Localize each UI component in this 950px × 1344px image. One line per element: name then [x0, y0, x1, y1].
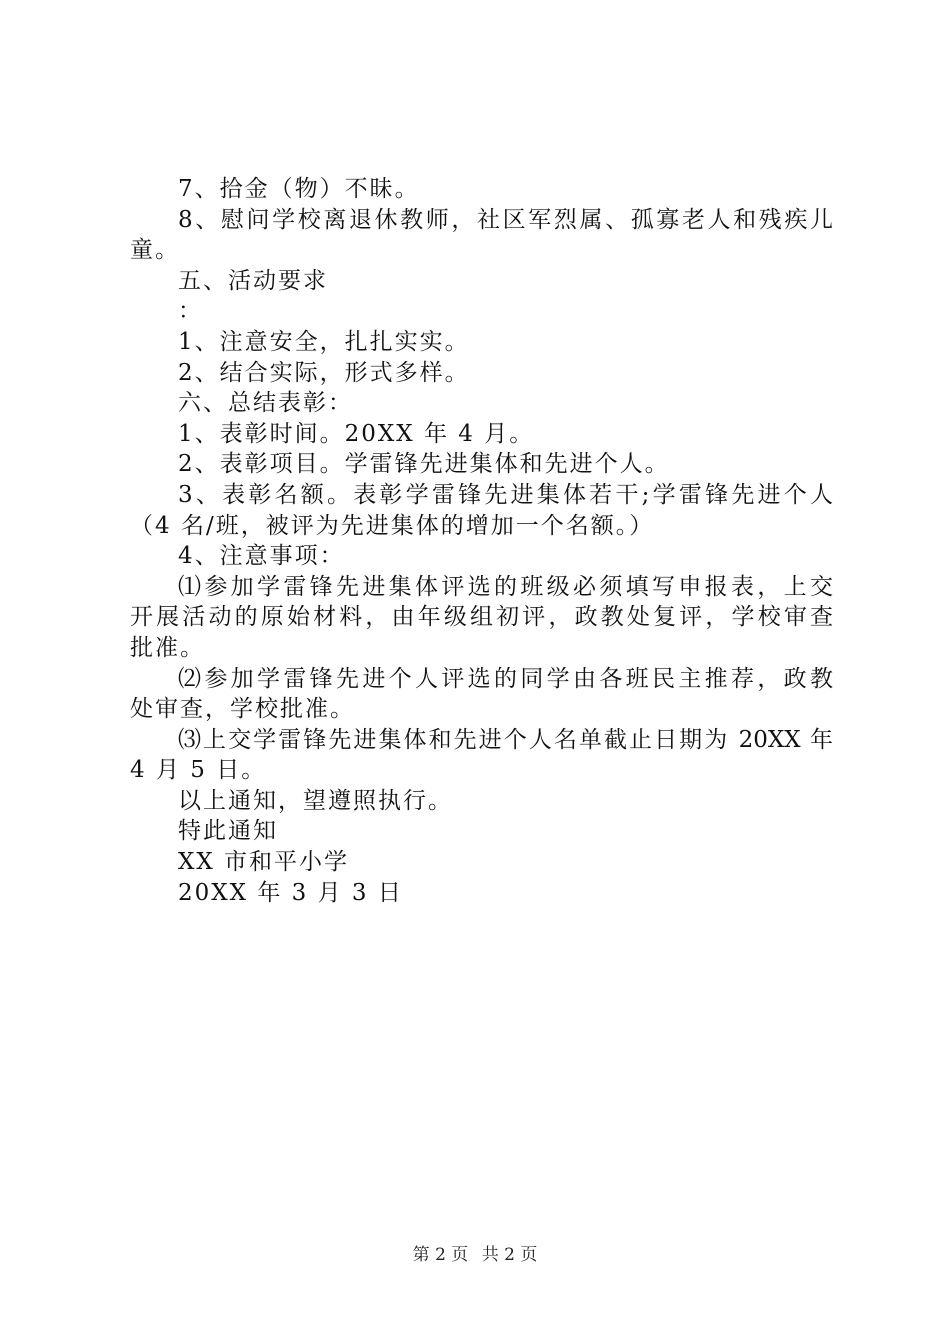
text-line: 批准。: [130, 634, 205, 661]
text-line: 童。: [130, 237, 180, 264]
text-line: 7、拾金（物）不昧。: [178, 176, 420, 202]
text-line: 1、注意安全，扎扎实实。: [178, 328, 470, 355]
text-line: 2、表彰项目。学雷锋先进集体和先进个人。: [178, 451, 670, 478]
text-line: ⑶上交学雷锋先进集体和先进个人名单截止日期为 20XX 年: [178, 726, 833, 753]
text-line: ：: [178, 298, 203, 325]
signature-organization: XX 市和平小学: [178, 849, 350, 876]
closing-line: 以上通知，望遵照执行。: [178, 787, 453, 814]
page-number-current: 第 2 页: [412, 1245, 469, 1265]
closing-line: 特此通知: [178, 818, 278, 845]
text-line: 开展活动的原始材料，由年级组初评，政教处复评，学校审查: [130, 604, 833, 631]
text-line: ⑵参加学雷锋先进个人评选的同学由各班民主推荐，政教: [178, 665, 833, 692]
page-number-total: 共 2 页: [481, 1245, 538, 1265]
section-heading: 五、活动要求: [178, 267, 328, 294]
section-heading: 六、总结表彰：: [178, 390, 353, 417]
page-footer: [0, 1244, 950, 1266]
text-line: ⑴参加学雷锋先进集体评选的班级必须填写申报表，上交: [178, 573, 833, 600]
text-line: 3、表彰名额。表彰学雷锋先进集体若干;学雷锋先进个人: [178, 481, 833, 508]
text-line: 4 月 5 日。: [130, 757, 267, 784]
text-line: 8、慰问学校离退休教师，社区军烈属、孤寡老人和残疾儿: [178, 206, 833, 233]
text-line: 1、表彰时间。20XX 年 4 月。: [178, 420, 535, 447]
document-body: [130, 174, 833, 908]
text-line: 4、注意事项：: [178, 543, 345, 570]
signature-date: 20XX 年 3 月 3 日: [178, 879, 403, 906]
text-line: 处审查，学校批准。: [130, 696, 355, 723]
text-line: （4 名/班，被评为先进集体的增加一个名额。）: [130, 512, 655, 539]
text-line: 2、结合实际，形式多样。: [178, 359, 470, 386]
